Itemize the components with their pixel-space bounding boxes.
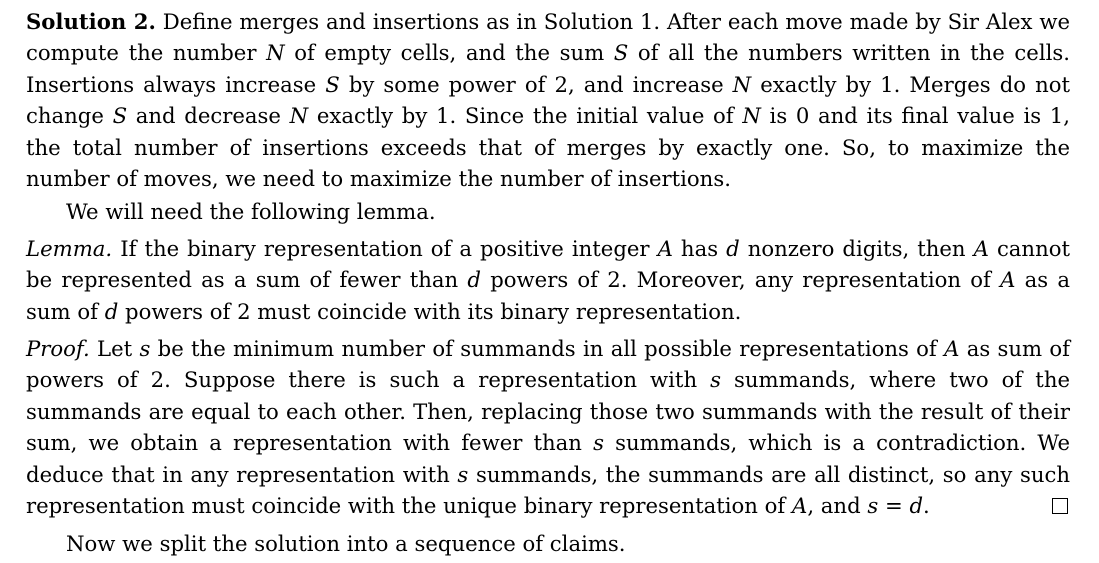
math-var: S (325, 71, 340, 97)
text-run: powers of 2. Moreover, any representation of (480, 267, 1001, 293)
math-var: s (710, 367, 721, 393)
math-var: d (726, 236, 740, 261)
math-var: s = d (867, 493, 924, 519)
text-run: . (923, 493, 930, 519)
text-run: as sum of powers of 2. Suppose there is such a representation with (26, 336, 1071, 393)
math-var: S (112, 103, 128, 129)
math-var: A (1000, 267, 1016, 293)
text-run: by some power of 2, and increase (339, 71, 733, 97)
math-var: s (139, 336, 151, 361)
text-run: summands, the summands are all distinct, so any such representation must coincide with the unique binary representation of (26, 461, 1071, 519)
math-var: s (593, 430, 604, 456)
proof-paragraph (26, 333, 1070, 521)
math-var: A (792, 493, 808, 519)
text-run: powers of 2 must coincide with its binary representation. (118, 298, 742, 324)
math-var: S (613, 40, 629, 66)
math-var: N (742, 103, 761, 129)
text-run: Define merges and insertions as in Solution 1. After each move made by Sir Alex we compute the number (26, 9, 1070, 66)
text-run: as a sum of (26, 267, 1070, 324)
text-run: summands, which is a contradiction. We deduce that in any representation with (26, 430, 1071, 487)
text-run: cannot be represented as a sum of fewer than (26, 236, 1070, 293)
text-run: If the binary representation of a positive integer (112, 236, 658, 261)
text-run: exactly by 1. Merges do not change (26, 71, 1070, 129)
text-run: be the minimum number of summands in all possible representations of (150, 336, 945, 361)
text-run: exactly by 1. Since the initial value of (308, 103, 743, 129)
text-run: of all the numbers written in the cells. Insertions always increase (26, 40, 1070, 97)
math-var: A (944, 336, 960, 361)
math-var: N (732, 71, 752, 97)
math-var: d (467, 267, 481, 293)
closing-paragraph: Now we split the solution into a sequence of claims. (66, 531, 626, 556)
lemma-paragraph (26, 233, 1070, 327)
text-run: summands, where two of the summands are equal to each other. Then, replacing those two summands with the result of their sum, we obtain a representation with fewer than (26, 367, 1070, 456)
lemma-intro: We will need the following lemma. (66, 199, 436, 224)
text-run: nonzero digits, then (739, 236, 974, 261)
math-var: A (657, 236, 673, 261)
proof-label: Proof. (26, 336, 90, 361)
qed-box-icon (1052, 498, 1068, 514)
solution-paragraph (26, 6, 1070, 194)
text-run: Let (89, 336, 140, 361)
solution-heading: Solution 2. (26, 9, 156, 34)
text-run: , and (807, 493, 868, 519)
math-var: A (973, 236, 989, 261)
math-var: N (266, 40, 285, 66)
text-run: of empty cells, and the sum (284, 40, 614, 66)
math-var: N (289, 103, 309, 129)
text-run: has (672, 236, 727, 261)
text-run: is 0 and its final value is 1, the total number of insertions exceeds that of merges by exactly one. So, to maximize the number of moves, we need to maximize the number of insertions. (26, 103, 1070, 192)
math-var: s (457, 461, 469, 487)
text-run: and decrease (127, 103, 290, 129)
lemma-label: Lemma. (26, 236, 113, 261)
math-var: d (104, 298, 119, 324)
